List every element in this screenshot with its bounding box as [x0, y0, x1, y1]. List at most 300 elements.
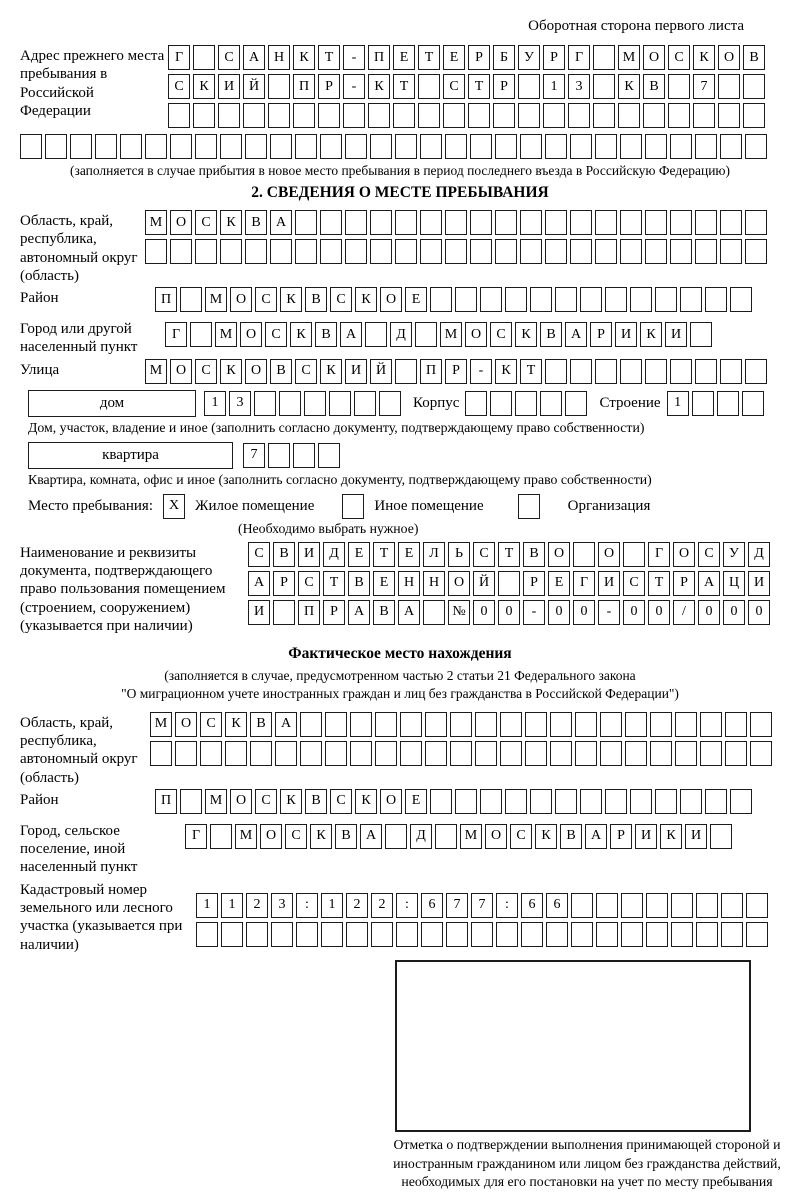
char-cell: [420, 210, 442, 235]
char-cell: [354, 391, 376, 416]
char-cell: [555, 287, 577, 312]
char-cell: [545, 359, 567, 384]
char-cell: [721, 922, 743, 947]
char-cell: А: [360, 824, 382, 849]
char-cell: [593, 103, 615, 128]
fact-rayon-row: [155, 789, 780, 814]
char-cell: [620, 359, 642, 384]
char-cell: О: [465, 322, 487, 347]
char-cell: [455, 789, 477, 814]
ulitsa-field: [20, 359, 780, 388]
char-cell: О: [643, 45, 665, 70]
char-cell: [575, 741, 597, 766]
char-cell: [145, 134, 167, 159]
char-cell: [470, 210, 492, 235]
prev-address-row-1: [168, 45, 780, 70]
char-cell: Н: [398, 571, 420, 596]
char-cell: К: [693, 45, 715, 70]
char-cell: К: [280, 789, 302, 814]
char-cell: [190, 322, 212, 347]
char-cell: М: [145, 359, 167, 384]
checkbox-organizatsiya[interactable]: [518, 494, 540, 519]
char-cell: Р: [468, 45, 490, 70]
char-cell: [293, 103, 315, 128]
char-cell: [268, 443, 290, 468]
char-cell: Г: [568, 45, 590, 70]
char-cell: Л: [423, 542, 445, 567]
char-cell: К: [293, 45, 315, 70]
char-cell: К: [355, 287, 377, 312]
char-cell: 0: [623, 600, 645, 625]
char-cell: Т: [648, 571, 670, 596]
char-cell: [275, 741, 297, 766]
char-cell: К: [618, 74, 640, 99]
char-cell: И: [615, 322, 637, 347]
char-cell: А: [248, 571, 270, 596]
char-cell: [500, 741, 522, 766]
char-cell: [379, 391, 401, 416]
char-cell: [295, 210, 317, 235]
kadastr-cells: [196, 879, 780, 951]
char-cell: Р: [323, 600, 345, 625]
char-cell: [568, 103, 590, 128]
char-cell: А: [243, 45, 265, 70]
char-cell: Р: [523, 571, 545, 596]
char-cell: [450, 712, 472, 737]
char-cell: [750, 741, 772, 766]
char-cell: [745, 359, 767, 384]
char-cell: [395, 134, 417, 159]
char-cell: Г: [648, 542, 670, 567]
char-cell: [385, 824, 407, 849]
char-cell: [720, 210, 742, 235]
fact-gorod-row: [185, 824, 780, 849]
char-cell: [525, 741, 547, 766]
char-cell: [540, 391, 562, 416]
char-cell: [717, 391, 739, 416]
char-cell: [743, 74, 765, 99]
char-cell: С: [265, 322, 287, 347]
char-cell: [620, 210, 642, 235]
char-cell: [625, 741, 647, 766]
char-cell: [300, 712, 322, 737]
char-cell: :: [296, 893, 318, 918]
char-cell: Д: [323, 542, 345, 567]
char-cell: О: [380, 789, 402, 814]
char-cell: [520, 134, 542, 159]
char-cell: [655, 287, 677, 312]
char-cell: [580, 287, 602, 312]
kadastr-row-2: [196, 922, 780, 947]
char-cell: И: [748, 571, 770, 596]
char-cell: М: [235, 824, 257, 849]
char-cell: [400, 712, 422, 737]
char-cell: А: [398, 600, 420, 625]
char-cell: [725, 741, 747, 766]
char-cell: [345, 239, 367, 264]
mesto-label: Место пребывания:: [28, 497, 153, 514]
char-cell: С: [248, 542, 270, 567]
char-cell: 0: [498, 600, 520, 625]
char-cell: В: [373, 600, 395, 625]
char-cell: [745, 239, 767, 264]
prev-address-field: [20, 45, 780, 132]
char-cell: 2: [371, 893, 393, 918]
char-cell: [742, 391, 764, 416]
char-cell: [695, 134, 717, 159]
char-cell: [243, 103, 265, 128]
char-cell: Е: [405, 789, 427, 814]
char-cell: [645, 239, 667, 264]
fact-caption: [20, 667, 780, 703]
char-cell: [670, 239, 692, 264]
stamp-box: [395, 960, 751, 1132]
korpus-label: Корпус: [413, 394, 460, 411]
char-cell: О: [448, 571, 470, 596]
char-cell: Р: [273, 571, 295, 596]
char-cell: О: [598, 542, 620, 567]
prev-address-row-3: [168, 103, 780, 128]
char-cell: П: [420, 359, 442, 384]
fact-caption-line1: (заполняется в случае, предусмотренном частью 2 статьи 21 Федерального закона: [164, 668, 636, 684]
char-cell: Р: [543, 45, 565, 70]
char-cell: [595, 359, 617, 384]
char-cell: [293, 443, 315, 468]
fact-oblast-label: Область, край, республика, автономный округ (область): [20, 714, 138, 786]
char-cell: Н: [423, 571, 445, 596]
char-cell: К: [368, 74, 390, 99]
char-cell: [720, 359, 742, 384]
char-cell: А: [348, 600, 370, 625]
char-cell: М: [215, 322, 237, 347]
char-cell: [630, 789, 652, 814]
char-cell: И: [685, 824, 707, 849]
char-cell: [695, 239, 717, 264]
prev-address-row-2: [168, 74, 780, 99]
char-cell: [350, 712, 372, 737]
char-cell: 7: [446, 893, 468, 918]
char-cell: К: [225, 712, 247, 737]
char-cell: [470, 239, 492, 264]
char-cell: [621, 922, 643, 947]
char-cell: [746, 893, 768, 918]
char-cell: [571, 922, 593, 947]
char-cell: [220, 134, 242, 159]
char-cell: 0: [748, 600, 770, 625]
char-cell: [295, 239, 317, 264]
char-cell: [320, 239, 342, 264]
char-cell: М: [205, 789, 227, 814]
char-cell: С: [623, 571, 645, 596]
fact-oblast-field: [20, 712, 780, 787]
char-cell: 6: [521, 893, 543, 918]
char-cell: С: [330, 789, 352, 814]
char-cell: 0: [573, 600, 595, 625]
char-cell: [705, 789, 727, 814]
char-cell: [225, 741, 247, 766]
char-cell: С: [698, 542, 720, 567]
char-cell: В: [245, 210, 267, 235]
char-cell: К: [290, 322, 312, 347]
char-cell: [279, 391, 301, 416]
char-cell: [435, 824, 457, 849]
stamp-caption: Отметка о подтверждении выполнения принимающей стороной и иностранным гражданином или лицом без гражданства действий, необходимых для его постановки на учет по месту пребывания: [393, 1136, 781, 1190]
char-cell: [120, 134, 142, 159]
char-cell: С: [295, 359, 317, 384]
char-cell: [695, 210, 717, 235]
char-cell: [493, 103, 515, 128]
char-cell: [498, 571, 520, 596]
mesto-row: [28, 494, 780, 519]
oblast-label: Область, край, республика, автономный округ (область): [20, 213, 138, 284]
char-cell: [575, 712, 597, 737]
char-cell: 3: [271, 893, 293, 918]
char-cell: [320, 134, 342, 159]
char-cell: А: [698, 571, 720, 596]
char-cell: Ц: [723, 571, 745, 596]
char-cell: [570, 134, 592, 159]
char-cell: [675, 712, 697, 737]
char-cell: 0: [723, 600, 745, 625]
char-cell: [368, 103, 390, 128]
char-cell: К: [310, 824, 332, 849]
char-cell: [680, 287, 702, 312]
char-cell: [565, 391, 587, 416]
char-cell: 0: [698, 600, 720, 625]
char-cell: [268, 103, 290, 128]
stamp-area: [20, 960, 780, 1192]
char-cell: [370, 239, 392, 264]
rayon-row: [155, 287, 780, 312]
char-cell: -: [343, 45, 365, 70]
char-cell: С: [200, 712, 222, 737]
char-cell: [365, 322, 387, 347]
ulitsa-row: [145, 359, 780, 384]
char-cell: [530, 287, 552, 312]
char-cell: -: [343, 74, 365, 99]
char-cell: М: [460, 824, 482, 849]
char-cell: [718, 103, 740, 128]
char-cell: [630, 287, 652, 312]
char-cell: [570, 359, 592, 384]
char-cell: К: [355, 789, 377, 814]
char-cell: [645, 210, 667, 235]
kvartira-caption: Квартира, комната, офис и иное (заполнить согласно документу, подтверждающему право собственности): [28, 471, 652, 487]
char-cell: [593, 45, 615, 70]
char-cell: [300, 741, 322, 766]
char-cell: [605, 287, 627, 312]
char-cell: [465, 391, 487, 416]
char-cell: [655, 789, 677, 814]
char-cell: В: [305, 789, 327, 814]
char-cell: [350, 741, 372, 766]
char-cell: И: [665, 322, 687, 347]
char-cell: [318, 443, 340, 468]
char-cell: С: [255, 287, 277, 312]
char-cell: [500, 712, 522, 737]
char-cell: [495, 239, 517, 264]
char-cell: 0: [648, 600, 670, 625]
char-cell: [696, 893, 718, 918]
char-cell: [195, 239, 217, 264]
char-cell: 1: [204, 391, 226, 416]
char-cell: [545, 210, 567, 235]
char-cell: Р: [493, 74, 515, 99]
char-cell: [593, 74, 615, 99]
char-cell: [518, 74, 540, 99]
char-cell: Е: [405, 287, 427, 312]
char-cell: [623, 542, 645, 567]
char-cell: -: [523, 600, 545, 625]
char-cell: [605, 789, 627, 814]
char-cell: [620, 239, 642, 264]
char-cell: П: [155, 287, 177, 312]
char-cell: [395, 239, 417, 264]
char-cell: [671, 893, 693, 918]
char-cell: [720, 134, 742, 159]
char-cell: Д: [748, 542, 770, 567]
prev-address-caption: (заполняется в случае прибытия в новое место пребывания в период последнего въезда в Российскую Федерацию): [69, 163, 731, 178]
char-cell: [321, 922, 343, 947]
char-cell: [700, 741, 722, 766]
mesto-option-inoe: Иное помещение: [374, 497, 484, 514]
char-cell: [746, 922, 768, 947]
char-cell: [525, 712, 547, 737]
char-cell: Е: [398, 542, 420, 567]
char-cell: Й: [370, 359, 392, 384]
char-cell: Т: [418, 45, 440, 70]
char-cell: С: [443, 74, 465, 99]
char-cell: [670, 359, 692, 384]
char-cell: С: [168, 74, 190, 99]
char-cell: [670, 210, 692, 235]
char-cell: [70, 134, 92, 159]
char-cell: 1: [196, 893, 218, 918]
char-cell: [495, 210, 517, 235]
char-cell: С: [298, 571, 320, 596]
gorod-field: [20, 318, 780, 357]
char-cell: Т: [520, 359, 542, 384]
checkbox-inoe[interactable]: [342, 494, 364, 519]
char-cell: [600, 712, 622, 737]
char-cell: [573, 542, 595, 567]
fact-oblast-row-1: [150, 712, 780, 737]
char-cell: [621, 893, 643, 918]
char-cell: [600, 741, 622, 766]
char-cell: 0: [473, 600, 495, 625]
char-cell: [220, 239, 242, 264]
char-cell: [730, 287, 752, 312]
char-cell: Г: [185, 824, 207, 849]
char-cell: К: [640, 322, 662, 347]
char-cell: [370, 134, 392, 159]
char-cell: [520, 210, 542, 235]
char-cell: [595, 239, 617, 264]
gorod-label: Город или другой населенный пункт: [20, 321, 138, 356]
char-cell: [345, 134, 367, 159]
char-cell: П: [293, 74, 315, 99]
char-cell: [395, 359, 417, 384]
char-cell: К: [660, 824, 682, 849]
char-cell: [480, 287, 502, 312]
char-cell: [730, 789, 752, 814]
char-cell: [475, 741, 497, 766]
char-cell: [646, 922, 668, 947]
char-cell: [696, 922, 718, 947]
char-cell: Ь: [448, 542, 470, 567]
char-cell: С: [510, 824, 532, 849]
char-cell: В: [270, 359, 292, 384]
char-cell: [596, 922, 618, 947]
oblast-cells: [145, 210, 780, 268]
char-cell: [443, 103, 465, 128]
char-cell: М: [150, 712, 172, 737]
char-cell: [721, 893, 743, 918]
char-cell: [170, 239, 192, 264]
mesto-option-organizatsiya: Организация: [567, 497, 651, 514]
char-cell: /: [673, 600, 695, 625]
char-cell: А: [585, 824, 607, 849]
char-cell: 6: [421, 893, 443, 918]
char-cell: П: [368, 45, 390, 70]
ulitsa-label: Улица: [20, 361, 60, 378]
char-cell: [445, 134, 467, 159]
kadastr-field: [20, 879, 780, 954]
char-cell: М: [205, 287, 227, 312]
char-cell: [246, 922, 268, 947]
char-cell: [530, 789, 552, 814]
char-cell: К: [220, 210, 242, 235]
char-cell: Т: [393, 74, 415, 99]
fact-gorod-label: Город, сельское поселение, иной населенный пункт: [20, 822, 138, 876]
char-cell: [543, 103, 565, 128]
char-cell: [745, 210, 767, 235]
char-cell: Е: [348, 542, 370, 567]
char-cell: Р: [610, 824, 632, 849]
char-cell: [490, 391, 512, 416]
char-cell: К: [220, 359, 242, 384]
dom-caption: Дом, участок, владение и иное (заполнить согласно документу, подтверждающему право собственности): [28, 419, 645, 435]
char-cell: В: [348, 571, 370, 596]
char-cell: [550, 712, 572, 737]
oblast-row-1: [145, 210, 780, 235]
char-cell: [515, 391, 537, 416]
char-cell: 1: [221, 893, 243, 918]
char-cell: [495, 134, 517, 159]
char-cell: [245, 134, 267, 159]
char-cell: [470, 134, 492, 159]
char-cell: [245, 239, 267, 264]
char-cell: М: [440, 322, 462, 347]
char-cell: К: [193, 74, 215, 99]
char-cell: [175, 741, 197, 766]
char-cell: [346, 922, 368, 947]
char-cell: О: [170, 359, 192, 384]
char-cell: [618, 103, 640, 128]
char-cell: [650, 741, 672, 766]
char-cell: О: [175, 712, 197, 737]
char-cell: [400, 741, 422, 766]
char-cell: У: [518, 45, 540, 70]
char-cell: О: [380, 287, 402, 312]
char-cell: В: [643, 74, 665, 99]
char-cell: И: [598, 571, 620, 596]
char-cell: -: [598, 600, 620, 625]
char-cell: И: [248, 600, 270, 625]
checkbox-zhiloe[interactable]: X: [163, 494, 185, 519]
char-cell: [668, 103, 690, 128]
oblast-field: [20, 210, 780, 285]
